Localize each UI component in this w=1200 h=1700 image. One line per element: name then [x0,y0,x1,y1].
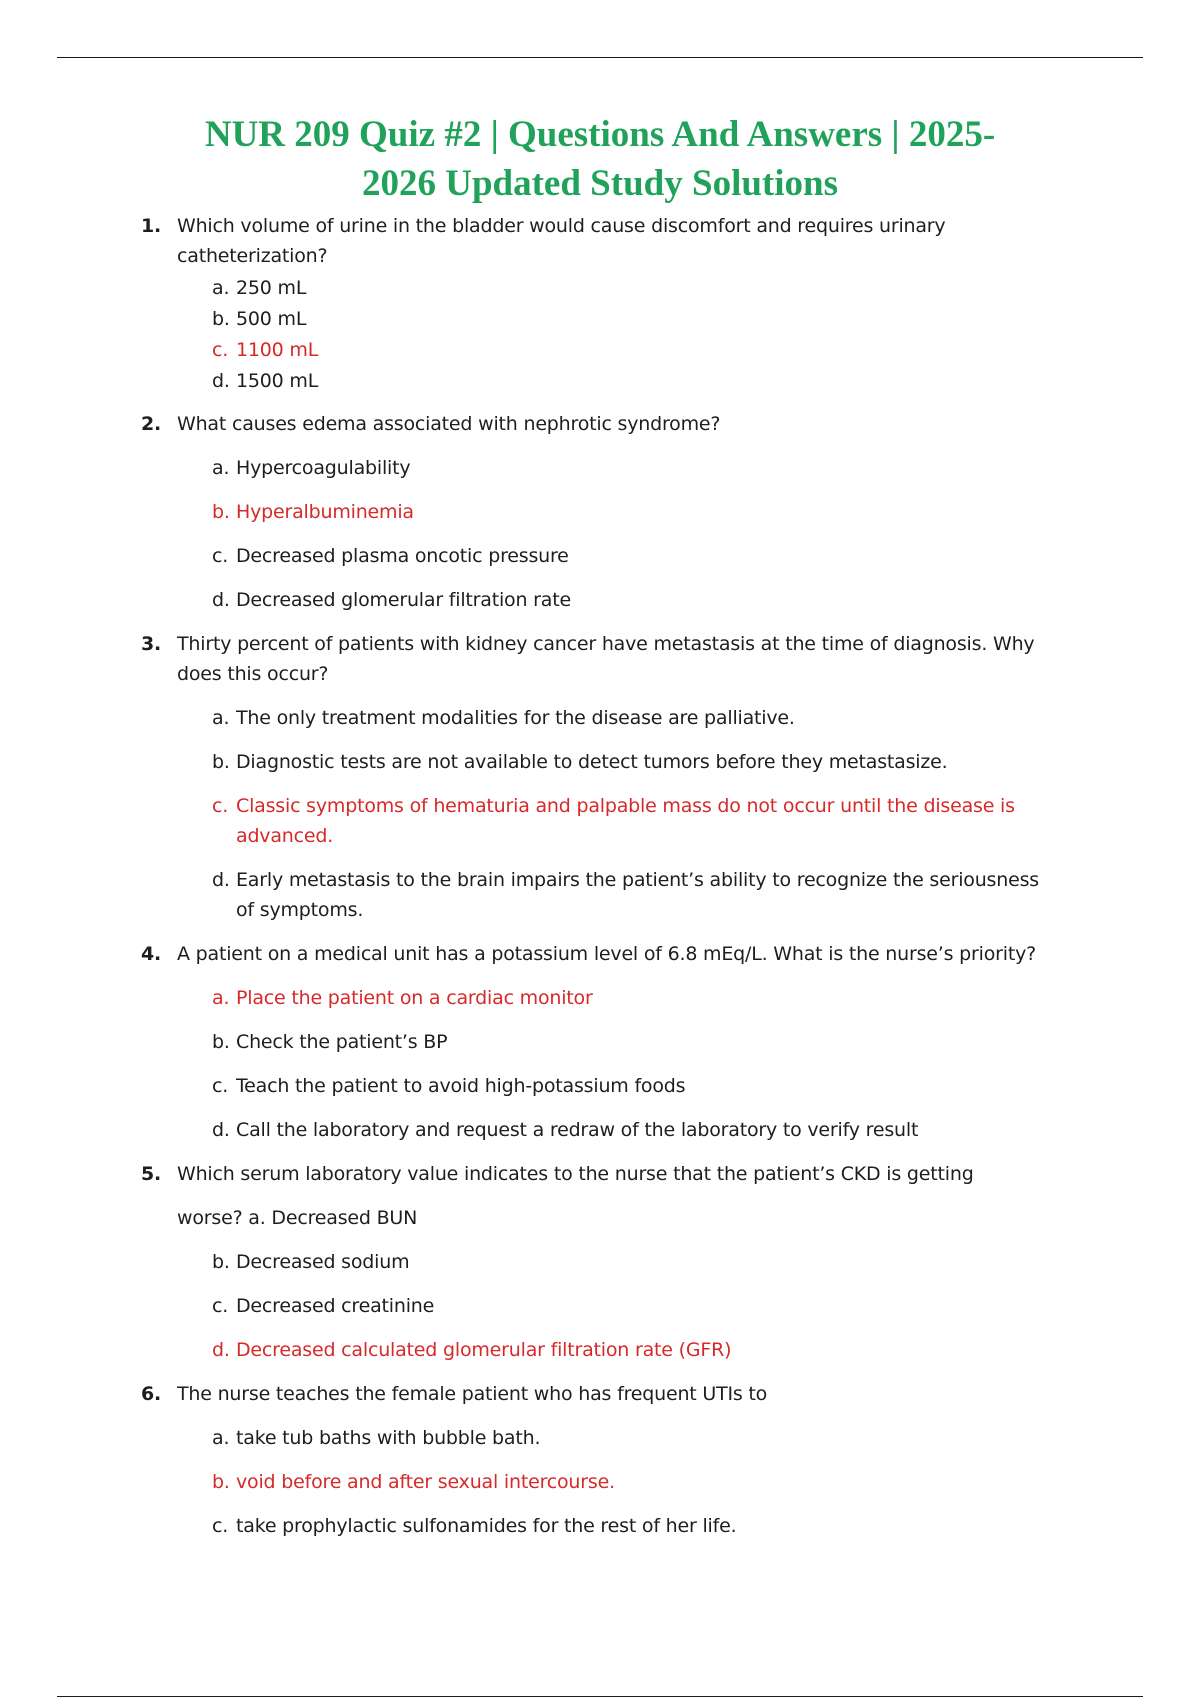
option-text: take prophylactic sulfonamides for the rest of her life. [236,1515,737,1537]
option-a [0,703,1200,733]
question-list [0,211,1200,1541]
option-c-correct-answer [0,335,1200,365]
option-text: Diagnostic tests are not available to detect tumors before they metastasize. [236,751,948,773]
option-c [0,541,1200,571]
option-text: Hyperalbuminemia [236,501,414,523]
option-text: Decreased glomerular filtration rate [236,589,571,611]
option-text: Decreased plasma oncotic pressure [236,545,569,567]
bottom-divider [57,1696,1143,1697]
option-letter: b. [212,308,230,330]
option-letter: c. [212,795,229,817]
option-letter: c. [212,1515,229,1537]
option-letter: b. [212,1471,230,1493]
option-text: Decreased sodium [236,1251,410,1273]
option-text: Early metastasis to the brain impairs the patient’s ability to recognize the seriousness of symptoms. [236,869,1039,921]
option-letter: c. [212,545,229,567]
option-b-correct-answer [0,1467,1200,1497]
option-letter: b. [212,1251,230,1273]
question-2 [0,409,1200,615]
option-a [0,273,1200,303]
question-text: Which serum laboratory value indicates to the nurse that the patient’s CKD is getting [177,1163,974,1185]
option-letter: c. [212,1075,229,1097]
option-text: Decreased calculated glomerular filtration rate (GFR) [236,1339,732,1361]
option-list [0,1247,1200,1365]
option-letter: d. [212,589,230,611]
option-letter: d. [212,1339,230,1361]
question-text-continued: worse? a. Decreased BUN [177,1207,418,1229]
option-d [0,585,1200,615]
option-list [0,983,1200,1145]
question-number: 1. [141,215,162,237]
option-letter: b. [212,751,230,773]
option-letter: d. [212,869,230,891]
question-text: What causes edema associated with nephrotic syndrome? [177,413,721,435]
question-6 [0,1379,1200,1541]
question-4 [0,939,1200,1145]
option-letter: a. [212,277,230,299]
option-text: 250 mL [236,277,307,299]
option-text: 1500 mL [236,370,319,392]
option-text: Teach the patient to avoid high-potassium foods [236,1075,686,1097]
option-c [0,1511,1200,1541]
option-letter: d. [212,370,230,392]
option-b [0,1027,1200,1057]
option-text: Classic symptoms of hematuria and palpable mass do not occur until the disease is advanced. [236,795,1015,847]
option-list [0,273,1200,396]
top-divider [57,57,1143,58]
option-text: Hypercoagulability [236,457,411,479]
option-letter: c. [212,1295,229,1317]
question-1 [0,211,1200,396]
question-number: 6. [141,1383,162,1405]
option-text: The only treatment modalities for the disease are palliative. [236,707,795,729]
question-text: Thirty percent of patients with kidney cancer have metastasis at the time of diagnosis. Why does this occur? [177,633,1035,685]
question-text: The nurse teaches the female patient who has frequent UTIs to [177,1383,768,1405]
option-letter: a. [212,987,230,1009]
page-title [120,110,1080,208]
option-text: take tub baths with bubble bath. [236,1427,541,1449]
option-d [0,865,1200,925]
option-b [0,1247,1200,1277]
option-letter: b. [212,1031,230,1053]
option-letter: a. [212,457,230,479]
option-text: Call the laboratory and request a redraw of the laboratory to verify result [236,1119,919,1141]
option-letter: a. [212,707,230,729]
option-d [0,1115,1200,1145]
option-c-correct-answer [0,791,1200,851]
option-d-correct-answer [0,1335,1200,1365]
option-c [0,1071,1200,1101]
title-line-1: NUR 209 Quiz #2 | Questions And Answers | 2025- [204,114,996,155]
question-text: A patient on a medical unit has a potassium level of 6.8 mEq/L. What is the nurse’s priority? [177,943,1036,965]
option-b [0,747,1200,777]
option-text: 500 mL [236,308,307,330]
question-number: 3. [141,633,162,655]
question-number: 2. [141,413,162,435]
option-letter: b. [212,501,230,523]
option-b [0,304,1200,334]
option-b-correct-answer [0,497,1200,527]
option-a [0,453,1200,483]
question-number: 4. [141,943,162,965]
question-3 [0,629,1200,925]
option-letter: a. [212,1427,230,1449]
option-a [0,1423,1200,1453]
question-text: Which volume of urine in the bladder would cause discomfort and requires urinary catheterization? [177,215,946,267]
option-a-correct-answer [0,983,1200,1013]
option-list [0,1423,1200,1541]
option-text: Check the patient’s BP [236,1031,448,1053]
question-number: 5. [141,1163,162,1185]
option-text: 1100 mL [236,339,319,361]
option-list [0,703,1200,925]
option-c [0,1291,1200,1321]
option-list [0,453,1200,615]
option-letter: d. [212,1119,230,1141]
option-text: Decreased creatinine [236,1295,435,1317]
option-d [0,366,1200,396]
question-5 [0,1159,1200,1365]
option-text: void before and after sexual intercourse. [236,1471,615,1493]
title-line-2: 2026 Updated Study Solutions [361,163,838,204]
option-text: Place the patient on a cardiac monitor [236,987,593,1009]
option-letter: c. [212,339,229,361]
